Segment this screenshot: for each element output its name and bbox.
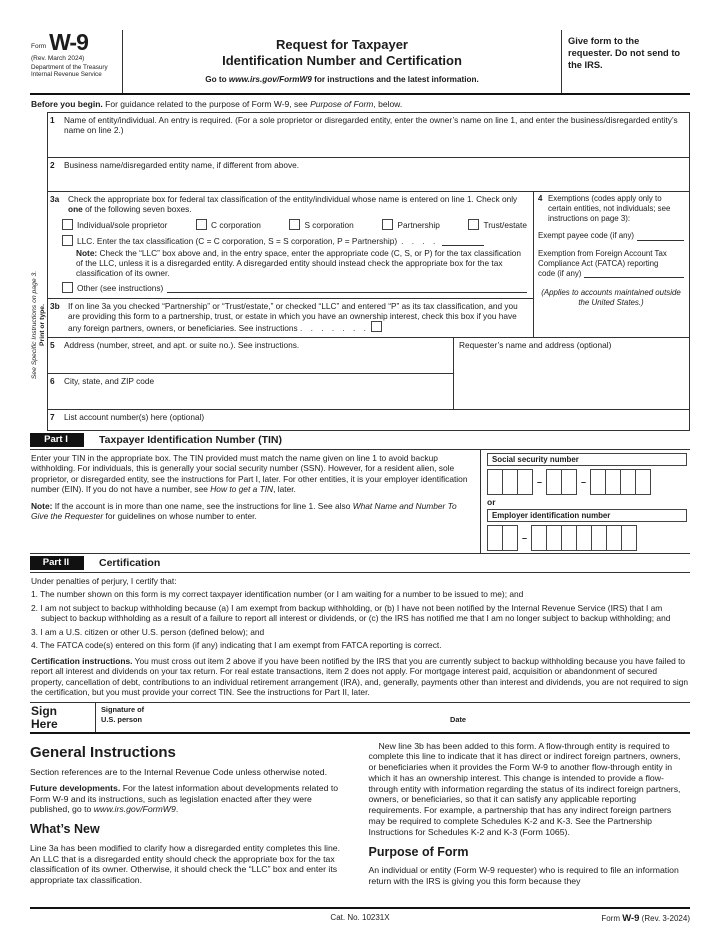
applies-note: (Applies to accounts maintained outside the United States.): [541, 288, 681, 308]
purpose-of-form-paragraph: An individual or entity (Form W-9 requester) who is required to file an information return with the IRS is giving you this form because they: [368, 865, 679, 886]
ssn-dash: –: [581, 476, 587, 487]
classification-c-corp: [196, 219, 261, 230]
ssn-cell[interactable]: [517, 469, 533, 495]
ein-cell[interactable]: [606, 525, 622, 551]
classification-partnership: [382, 219, 439, 230]
requester-label: Requester’s name and address (optional): [459, 339, 612, 350]
ein-dash: –: [522, 532, 528, 543]
signature-label-line2: U.S. person: [101, 714, 143, 724]
ssn-cell[interactable]: [620, 469, 636, 495]
gutter-see-instructions: See Specific Instructions on page 3.: [31, 270, 38, 380]
llc-dot-leader: . . . .: [401, 235, 439, 246]
ein-cell[interactable]: [531, 525, 547, 551]
before-italic: Purpose of Form: [310, 99, 374, 109]
goto-line: [123, 75, 561, 84]
part2-header: [30, 554, 690, 573]
goto-post: for instructions and the latest information.: [311, 75, 479, 85]
line3b-dot-leader: . . . . . . .: [299, 323, 369, 334]
sign-here-label: [30, 703, 96, 732]
partnership-checkbox[interactable]: [382, 219, 393, 230]
llc-note-text: Check the “LLC” box above and, in the entry space, enter the appropriate code (C, S, or P) for the tax classification of the LLC, unless it is a disregarded entity. A disregarded entity should instead check the appropriate box for the tax classification of its owner.: [76, 248, 522, 279]
line5-label: Address (number, street, and apt. or suite no.). See instructions.: [64, 339, 300, 350]
part1-note-bold: Note:: [31, 500, 53, 511]
ssn-cell[interactable]: [487, 469, 503, 495]
exempt-payee-label: Exempt payee code (if any): [538, 230, 635, 240]
sign-here-section: [30, 702, 690, 734]
general-instructions-title: General Instructions: [30, 743, 176, 761]
goto-url: www.irs.gov/FormW9: [228, 75, 312, 85]
part1-paragraph: [31, 453, 476, 495]
instructions-left-column: [30, 741, 352, 899]
certification-item: 2. I am not subject to backup withholding because (a) I am exempt from backup withholding, or (b) I have not been notified by the Internal Revenue Service (IRS) that I am subject to backup withholding as a result of a failure to report all interest or dividends, or (c) the IRS has notified me that I am no longer subject to backup withholding; and: [31, 602, 671, 624]
line2-label: Business name/disregarded entity name, if different from above.: [64, 160, 300, 170]
line3b-label: If on line 3a you checked “Partnership” or “Trust/estate,” or checked “LLC” and entered “P” as its tax classification, and you are providing this form to a partnership, trust, or estate in which you have an ownership interest, check this box if you have any foreign partners, owners, or beneficiaries. See instructions: [68, 301, 518, 334]
future-developments-paragraph: [30, 783, 352, 815]
certification-intro: Under penalties of perjury, I certify that:: [31, 575, 177, 586]
catalog-number: Cat. No. 10231X: [330, 912, 390, 922]
signature-label-line1: Signature of: [101, 704, 145, 714]
part1-badge: Part I: [30, 433, 84, 447]
dept-treasury: Department of the Treasury: [31, 63, 108, 71]
footer-form-word: Form: [601, 913, 623, 923]
form-title-line1: Request for Taxpayer: [276, 37, 408, 52]
other-label: Other (see instructions): [77, 282, 164, 293]
part1-note-pre: If the account is in more than one name, see the instructions for line 1. See also: [52, 500, 353, 511]
llc-code-entry[interactable]: [442, 236, 484, 246]
line3a-intro-bold: one: [68, 204, 83, 215]
signature-label: [96, 703, 171, 732]
llc-checkbox[interactable]: [62, 235, 73, 246]
line5-number: 5: [50, 339, 55, 350]
form-title-line2: Identification Number and Certification: [222, 52, 462, 68]
ein-cell[interactable]: [546, 525, 562, 551]
fatca-code-label: code (if any): [538, 268, 582, 278]
or-label: or: [487, 496, 496, 507]
ein-cell[interactable]: [487, 525, 503, 551]
ein-label: Employer identification number: [487, 509, 687, 522]
line3a-intro-post: of the following seven boxes.: [82, 204, 192, 215]
line5-row: [48, 338, 453, 374]
part1-p1-pre: Enter your TIN in the appropriate box. The TIN provided must match the name given on line 1 to avoid backup withholding. For individuals, this is generally your social security number (SSN). However, for a resident alien, sole proprietor, or disregarded entity, see the instructions for Part I, later. For other entities, it is your employer identification number (EIN). If you do not have a number, see: [31, 452, 468, 495]
fatca-label: Exemption from Foreign Account Tax Compliance Act (FATCA) reporting: [538, 248, 667, 268]
date-label: Date: [450, 714, 467, 724]
line3a-label: [67, 192, 533, 214]
certification-item: 1. The number shown on this form is my correct taxpayer identification number (or I am waiting for a number to be issued to me); and: [31, 589, 524, 600]
c-corporation-label: C corporation: [211, 219, 261, 230]
ssn-boxes: [487, 469, 687, 495]
part1-note-italic: What Name and Number To Give the Requester: [31, 500, 457, 522]
classification-individual: [62, 219, 167, 230]
signature-field[interactable]: [171, 703, 450, 732]
form-id-block: [30, 30, 123, 93]
line3a-section: [48, 192, 533, 298]
ssn-cell[interactable]: [546, 469, 562, 495]
requester-box: [453, 338, 689, 409]
form-word: Form: [31, 42, 47, 50]
trust-estate-label: Trust/estate: [483, 219, 527, 230]
ein-cell[interactable]: [502, 525, 518, 551]
certification-section: [30, 573, 690, 698]
before-bold: Before you begin.: [31, 99, 103, 109]
tin-entry-area: [480, 450, 690, 553]
certification-instructions-text: You must cross out item 2 above if you have been notified by the IRS that you are currently subject to backup withholding because you have failed to report all interest and dividends on your tax return. For real estate transactions, item 2 does not apply. For mortgage interest paid, acquisition or abandonment of secured property, cancellation of debt, contributions to an individual retirement arrangement (IRA), and, generally, payments other than interest and dividends, you are not required to sign the certification, but you must provide your correct TIN. See the instructions for Part II, later.: [31, 655, 689, 698]
before-you-begin: [30, 95, 690, 112]
certification-instructions: [31, 656, 690, 698]
w9-form-page: [30, 30, 690, 925]
goto-pre: Go to: [205, 75, 229, 85]
form-header: [30, 30, 690, 95]
part1-note: [31, 501, 476, 522]
fatca-code-entry[interactable]: [584, 268, 684, 278]
future-developments-text: For the latest information about developments related to Form W-9 and its instructions, such as legislation enacted after they were published, go to: [30, 782, 339, 815]
whats-new-paragraph: Line 3a has been modified to clarify how a disregarded entity completes this line. An LLC that is a disregarded entity should check the appropriate box for the tax classification of its owner. Otherwise, it should check the “LLC” box and enter its appropriate tax classification.: [30, 842, 341, 886]
llc-note: [76, 248, 527, 278]
individual-label: Individual/sole proprietor: [77, 219, 168, 230]
section-references-paragraph: Section references are to the Internal Revenue Code unless otherwise noted.: [30, 767, 328, 778]
line1-number: 1: [50, 115, 55, 125]
future-developments-post: .: [175, 804, 179, 815]
date-field[interactable]: [466, 703, 690, 732]
c-corporation-checkbox[interactable]: [196, 219, 207, 230]
dept-irs: Internal Revenue Service: [31, 71, 102, 79]
foreign-partners-checkbox[interactable]: [371, 321, 382, 332]
ein-cell[interactable]: [576, 525, 592, 551]
instructions-right-column: [369, 741, 691, 899]
line6-row: [48, 374, 453, 409]
part1-instructions: [30, 450, 480, 553]
certification-item: 3. I am a U.S. citizen or other U.S. person (defined below); and: [31, 626, 265, 637]
form-fields-box: [47, 112, 690, 431]
line2-row: [48, 158, 689, 192]
ein-cell[interactable]: [621, 525, 637, 551]
s-corporation-label: S corporation: [304, 219, 354, 230]
form-revision: (Rev. March 2024): [31, 54, 85, 62]
gutter-print-or-type: Print or type.: [39, 304, 46, 346]
ssn-cell[interactable]: [590, 469, 606, 495]
part2-title: Certification: [99, 556, 161, 569]
ssn-cell[interactable]: [605, 469, 621, 495]
part1-header: [30, 431, 690, 450]
line7-number: 7: [50, 411, 55, 422]
part2-badge: Part II: [30, 556, 84, 570]
page-footer: [30, 913, 690, 925]
part1-p1-post: , later.: [273, 484, 296, 495]
whats-new-title: What’s New: [30, 822, 100, 837]
future-developments-bold: Future developments.: [30, 782, 121, 793]
trust-estate-checkbox[interactable]: [468, 219, 479, 230]
individual-checkbox[interactable]: [62, 219, 73, 230]
line7-label: List account number(s) here (optional): [64, 411, 205, 422]
part1-note-post: for guidelines on whose number to enter.: [103, 511, 257, 522]
ssn-dash: –: [537, 476, 543, 487]
footer-form-w9: W-9: [622, 912, 640, 924]
ein-cell[interactable]: [591, 525, 607, 551]
line6-number: 6: [50, 375, 55, 386]
classification-trust-estate: [468, 219, 527, 230]
line7-row: [48, 410, 689, 430]
give-form-note: Give form to the requester. Do not send to the IRS.: [568, 36, 681, 71]
llc-label: LLC. Enter the tax classification (C = C corporation, S = S corporation, P = Partnership): [77, 235, 398, 246]
line6-label: City, state, and ZIP code: [64, 375, 155, 386]
line3a-intro-pre: Check the appropriate box for federal tax classification of the entity/individual whose name is entered on line 1. Check only: [68, 194, 518, 204]
ssn-cell[interactable]: [502, 469, 518, 495]
certification-instructions-bold: Certification instructions.: [31, 655, 133, 666]
general-instructions-section: [30, 741, 690, 909]
other-checkbox[interactable]: [62, 282, 73, 293]
ssn-cell[interactable]: [561, 469, 577, 495]
classification-s-corp: [289, 219, 353, 230]
print-or-type-gutter: [30, 200, 46, 450]
form-number: W-9: [49, 29, 88, 55]
line4-number: 4: [538, 194, 543, 203]
ssn-cell[interactable]: [635, 469, 651, 495]
line1-label: Name of entity/individual. An entry is required. (For a sole proprietor or disregarded entity, enter the owner’s name on line 1, and enter the business/disregarded entity’s name on line 2.): [64, 115, 678, 136]
other-entry[interactable]: [167, 283, 527, 293]
line4-title: Exemptions (codes apply only to certain entities, not individuals; see instructions on page 3):: [548, 194, 671, 223]
before-pre: For guidance related to the purpose of Form W-9, see: [102, 99, 311, 109]
line3b-added-paragraph: New line 3b has been added to this form. A flow-through entity is required to complete this line to indicate that it has direct or indirect foreign partners, owners, or beneficiaries when it provides the Form W-9 to another flow-through entity in which it has an ownership interest. This change is intended to provide a flow-through entity with information regarding the status of its indirect foreign partners, owners, or beneficiaries, so that it can satisfy any applicable reporting requirements. For example, a partnership that has any indirect foreign partners may be required to complete Schedules K-2 and K-3. See the Partnership Instructions for Schedules K-2 and K-3 (Form 1065).: [368, 740, 681, 837]
line3b-number: 3b: [50, 301, 60, 312]
footer-form-rev: (Rev. 3-2024): [639, 913, 690, 923]
before-post: , below.: [373, 99, 403, 109]
ein-cell[interactable]: [561, 525, 577, 551]
exempt-payee-code-entry[interactable]: [637, 231, 684, 241]
partnership-label: Partnership: [397, 219, 440, 230]
part1-title: Taxpayer Identification Number (TIN): [99, 433, 282, 446]
part1-p1-italic: How to get a TIN: [210, 484, 274, 495]
line4-section: [533, 192, 689, 337]
ein-boxes: [487, 525, 687, 551]
line1-row: [48, 113, 689, 158]
line2-number: 2: [50, 160, 55, 170]
line3a-number: 3a: [50, 194, 60, 204]
here-word: Here: [31, 716, 58, 731]
llc-note-bold: Note:: [76, 248, 98, 259]
form-title-block: [123, 30, 562, 93]
purpose-of-form-title: Purpose of Form: [368, 844, 469, 859]
future-developments-url: www.irs.gov/FormW9: [93, 804, 176, 815]
certification-item: 4. The FATCA code(s) entered on this form (if any) indicating that I am exempt from FATCA reporting is correct.: [31, 640, 442, 651]
footer-form-number: [601, 913, 690, 924]
line3b-section: [48, 298, 533, 336]
ssn-label: Social security number: [487, 453, 687, 466]
sign-word: Sign: [31, 703, 57, 718]
s-corporation-checkbox[interactable]: [289, 219, 300, 230]
